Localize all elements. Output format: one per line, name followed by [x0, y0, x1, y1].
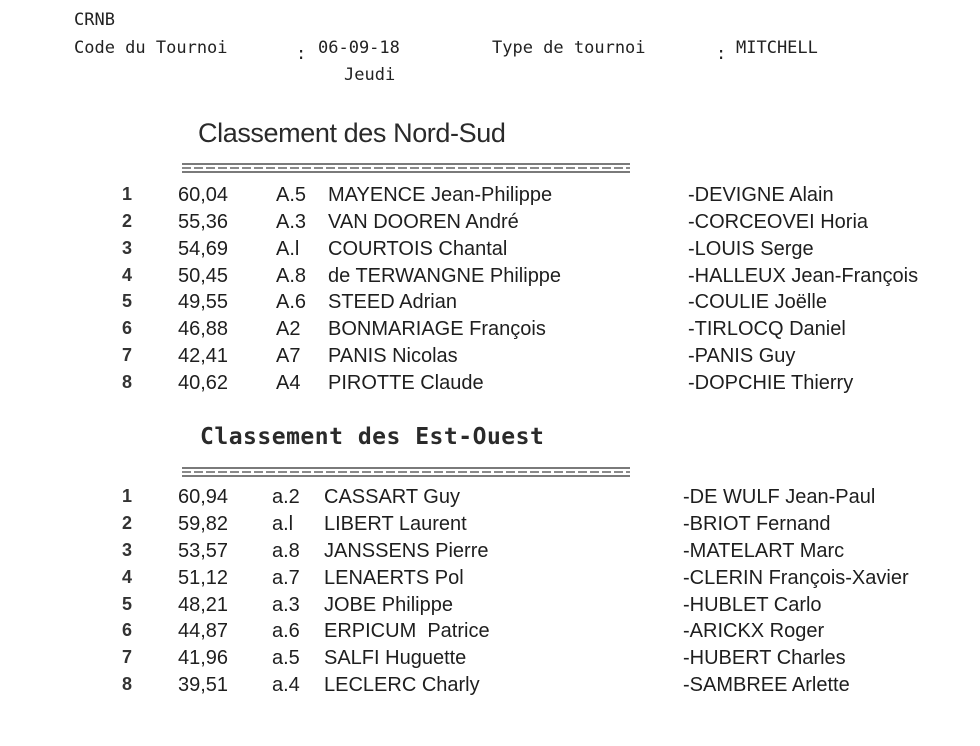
- ranking-row: [0, 513, 980, 540]
- table-number: a.3: [272, 594, 300, 616]
- player-2: -TIRLOCQ Daniel: [688, 318, 846, 340]
- ranking-row: [0, 620, 980, 647]
- player-2: -COULIE Joëlle: [688, 291, 827, 313]
- player-1: SALFI Huguette: [324, 647, 467, 669]
- score: 55,36: [178, 211, 229, 233]
- tournament-day: Jeudi: [344, 65, 396, 85]
- ranking-row: [0, 647, 980, 674]
- rank: 1: [122, 486, 133, 506]
- rank: 8: [122, 674, 133, 694]
- player-1: PANIS Nicolas: [328, 345, 458, 367]
- ranking-row: [0, 567, 980, 594]
- player-2: -HUBLET Carlo: [683, 594, 822, 616]
- tournament-code-separator: :: [296, 44, 307, 64]
- table-number: a.5: [272, 647, 300, 669]
- club-name: CRNB: [74, 10, 115, 30]
- rank: 3: [122, 238, 133, 258]
- score: 41,96: [178, 647, 229, 669]
- player-2: -DOPCHIE Thierry: [688, 372, 854, 394]
- table-number: a.4: [272, 674, 300, 696]
- player-1: JOBE Philippe: [324, 594, 453, 616]
- rank: 7: [122, 647, 133, 667]
- player-2: -PANIS Guy: [688, 345, 796, 367]
- score: 42,41: [178, 345, 229, 367]
- rank: 3: [122, 540, 133, 560]
- rank: 4: [122, 265, 133, 285]
- tournament-type-separator: :: [716, 44, 727, 64]
- rank: 2: [122, 513, 133, 533]
- north-south-title: Classement des Nord-Sud: [198, 118, 506, 148]
- player-1: LIBERT Laurent: [324, 513, 467, 535]
- player-2: -LOUIS Serge: [688, 238, 814, 260]
- tournament-code-value: 06-09-18: [318, 38, 400, 58]
- rank: 6: [122, 620, 133, 640]
- table-number: A.3: [276, 211, 307, 233]
- player-1: VAN DOOREN André: [328, 211, 519, 233]
- rank: 8: [122, 372, 133, 392]
- table-number: A2: [276, 318, 301, 340]
- ranking-row: [0, 674, 980, 701]
- table-number: a.l: [272, 513, 294, 535]
- score: 49,55: [178, 291, 229, 313]
- table-number: A7: [276, 345, 301, 367]
- player-2: -ARICKX Roger: [683, 620, 825, 642]
- player-2: -SAMBREE Arlette: [683, 674, 850, 696]
- player-1: CASSART Guy: [324, 486, 460, 508]
- ranking-row: [0, 265, 980, 292]
- player-1: de TERWANGNE Philippe: [328, 265, 562, 287]
- ranking-row: [0, 594, 980, 621]
- rank: 4: [122, 567, 133, 587]
- table-number: a.8: [272, 540, 300, 562]
- table-number: A.8: [276, 265, 307, 287]
- player-2: -DEVIGNE Alain: [688, 184, 834, 206]
- ranking-row: [0, 184, 980, 211]
- score: 51,12: [178, 567, 229, 589]
- tournament-type-value: MITCHELL: [736, 38, 818, 58]
- score: 46,88: [178, 318, 229, 340]
- table-number: A.5: [276, 184, 307, 206]
- player-1: PIROTTE Claude: [328, 372, 484, 394]
- north-south-divider: [182, 163, 630, 173]
- ranking-row: [0, 211, 980, 238]
- player-1: LENAERTS Pol: [324, 567, 464, 589]
- table-number: A.l: [276, 238, 300, 260]
- rank: 5: [122, 291, 133, 311]
- player-2: -DE WULF Jean-Paul: [683, 486, 876, 508]
- player-1: LECLERC Charly: [324, 674, 480, 696]
- table-number: a.6: [272, 620, 300, 642]
- ranking-row: [0, 372, 980, 399]
- score: 48,21: [178, 594, 229, 616]
- table-number: a.7: [272, 567, 300, 589]
- player-1: STEED Adrian: [328, 291, 457, 313]
- rank: 7: [122, 345, 133, 365]
- player-1: BONMARIAGE François: [328, 318, 546, 340]
- score: 60,94: [178, 486, 229, 508]
- table-number: A.6: [276, 291, 307, 313]
- ranking-row: [0, 238, 980, 265]
- player-2: -HALLEUX Jean-François: [688, 265, 919, 287]
- player-1: JANSSENS Pierre: [324, 540, 489, 562]
- player-2: -MATELART Marc: [683, 540, 845, 562]
- score: 40,62: [178, 372, 229, 394]
- ranking-row: [0, 291, 980, 318]
- player-2: -BRIOT Fernand: [683, 513, 831, 535]
- player-1: COURTOIS Chantal: [328, 238, 508, 260]
- score: 60,04: [178, 184, 229, 206]
- player-2: -HUBERT Charles: [683, 647, 846, 669]
- table-number: a.2: [272, 486, 300, 508]
- player-1: MAYENCE Jean-Philippe: [328, 184, 553, 206]
- score: 54,69: [178, 238, 229, 260]
- score: 53,57: [178, 540, 229, 562]
- score: 44,87: [178, 620, 229, 642]
- table-number: A4: [276, 372, 301, 394]
- rank: 1: [122, 184, 133, 204]
- east-west-divider: [182, 467, 630, 477]
- tournament-code-label: Code du Tournoi: [74, 38, 228, 58]
- score: 59,82: [178, 513, 229, 535]
- ranking-row: [0, 318, 980, 345]
- ranking-row: [0, 540, 980, 567]
- player-2: -CORCEOVEI Horia: [688, 211, 869, 233]
- player-2: -CLERIN François-Xavier: [683, 567, 909, 589]
- east-west-title: Classement des Est-Ouest: [200, 424, 545, 450]
- player-1: ERPICUM Patrice: [324, 620, 490, 642]
- rank: 2: [122, 211, 133, 231]
- tournament-type-label: Type de tournoi: [492, 38, 646, 58]
- score: 39,51: [178, 674, 229, 696]
- ranking-row: [0, 486, 980, 513]
- score: 50,45: [178, 265, 229, 287]
- ranking-row: [0, 345, 980, 372]
- rank: 5: [122, 594, 133, 614]
- rank: 6: [122, 318, 133, 338]
